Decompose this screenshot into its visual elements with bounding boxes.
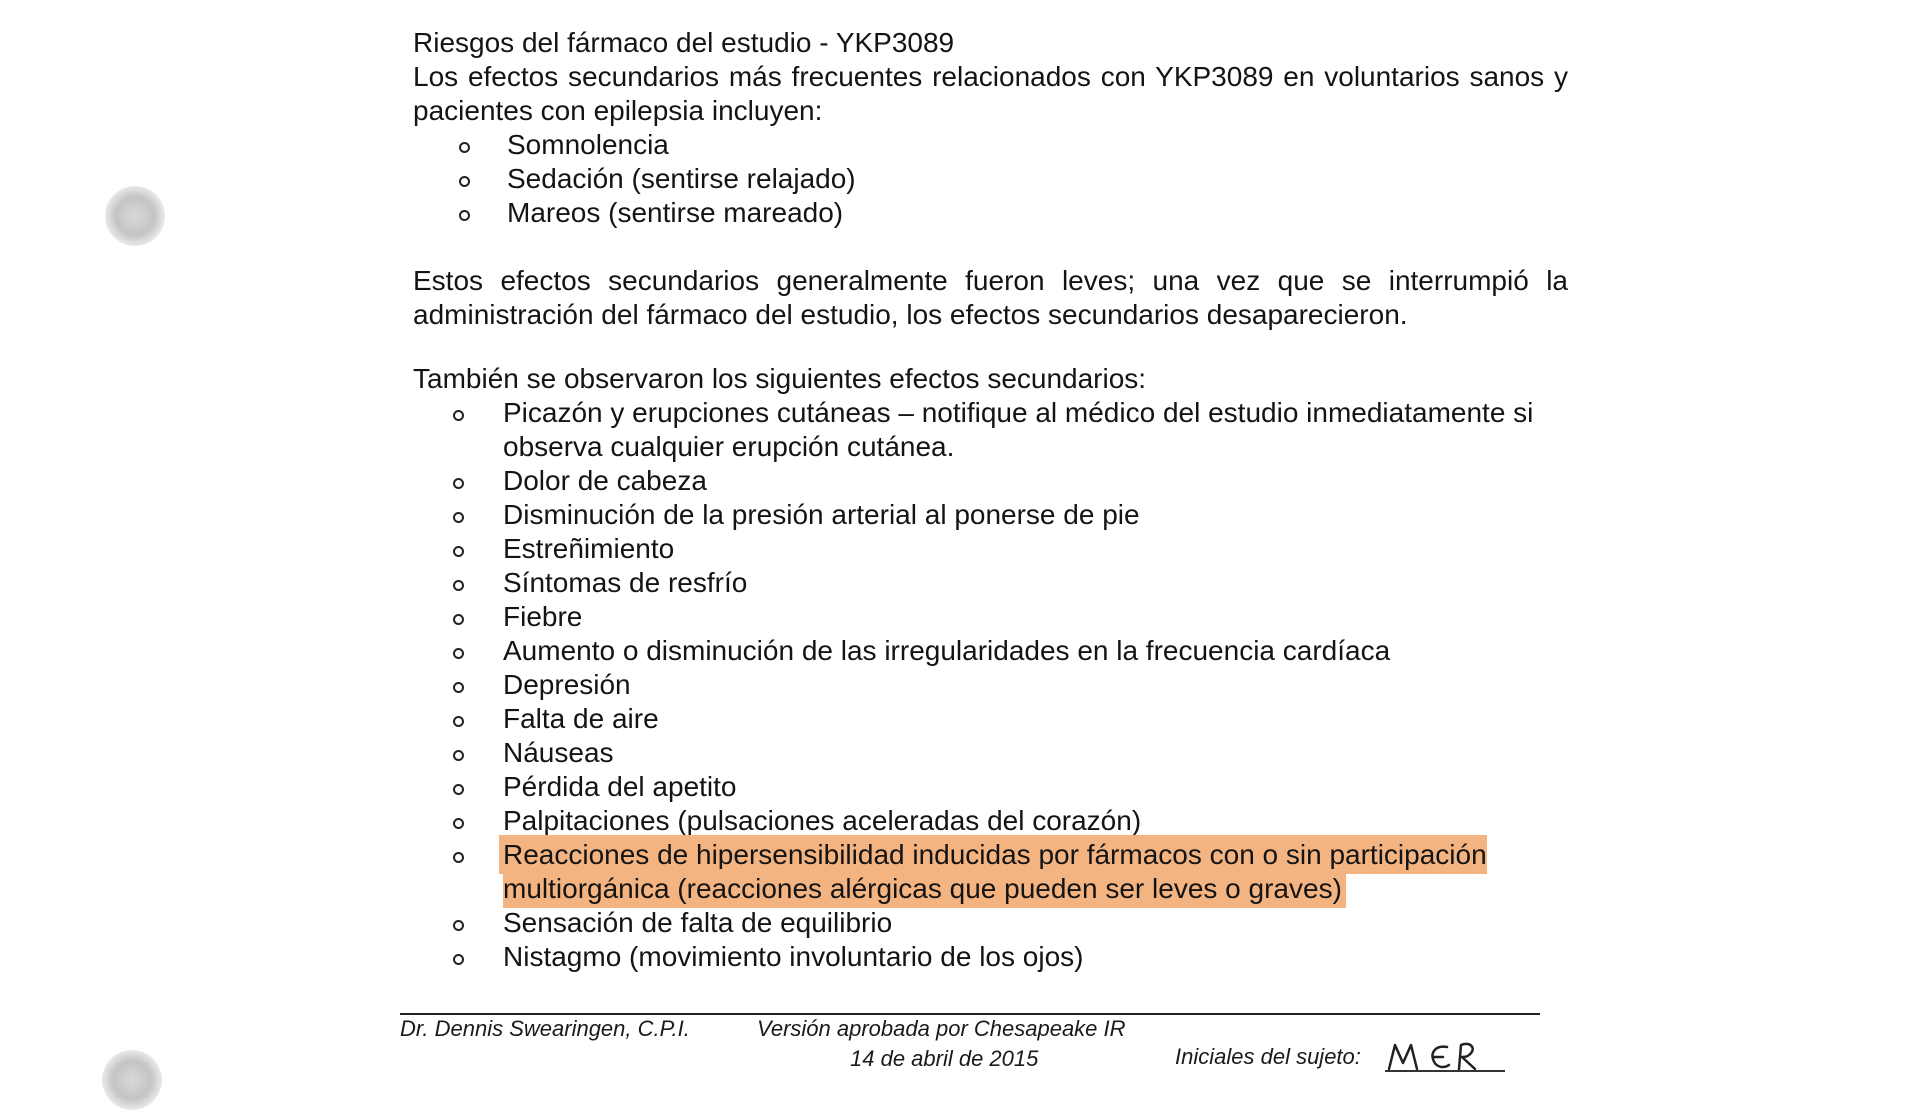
punch-hole-mark bbox=[105, 186, 165, 246]
list-item: Sensación de falta de equilibrio bbox=[413, 906, 1568, 940]
bullet-icon bbox=[453, 614, 464, 625]
bullet-icon bbox=[453, 750, 464, 761]
list-item: Aumento o disminución de las irregularidades en la frecuencia cardíaca bbox=[413, 634, 1568, 668]
bullet-icon bbox=[459, 142, 470, 153]
list-item: Estreñimiento bbox=[413, 532, 1568, 566]
list-item: Depresión bbox=[413, 668, 1568, 702]
note-paragraph: Estos efectos secundarios generalmente fueron leves; una vez que se interrumpió la administración del fármaco del estudio, los efectos secundarios desaparecieron. bbox=[413, 265, 1568, 330]
list-item: Picazón y erupciones cutáneas – notifique al médico del estudio inmediatamente si observa cualquier erupción cutánea. bbox=[413, 396, 1568, 464]
bullet-icon bbox=[453, 784, 464, 795]
footer-divider bbox=[400, 1013, 1540, 1015]
list-item: Náuseas bbox=[413, 736, 1568, 770]
common-effects-list bbox=[413, 128, 1568, 230]
document-body bbox=[413, 26, 1568, 974]
intro-paragraph: Los efectos secundarios más frecuentes relacionados con YKP3089 en voluntarios sanos y pacientes con epilepsia incluyen: bbox=[413, 61, 1568, 126]
footer-date: 14 de abril de 2015 bbox=[850, 1046, 1039, 1071]
list-item: Síntomas de resfrío bbox=[413, 566, 1568, 600]
bullet-icon bbox=[453, 716, 464, 727]
list-item: Disminución de la presión arterial al ponerse de pie bbox=[413, 498, 1568, 532]
bullet-icon bbox=[453, 512, 464, 523]
list-item: Sedación (sentirse relajado) bbox=[413, 162, 1568, 196]
bullet-icon bbox=[453, 478, 464, 489]
list-item: Mareos (sentirse mareado) bbox=[413, 196, 1568, 230]
list-item: Somnolencia bbox=[413, 128, 1568, 162]
bullet-icon bbox=[459, 176, 470, 187]
bullet-icon bbox=[453, 920, 464, 931]
list-item: Falta de aire bbox=[413, 702, 1568, 736]
bullet-icon bbox=[453, 580, 464, 591]
bullet-icon bbox=[453, 682, 464, 693]
list-item: Nistagmo (movimiento involuntario de los ojos) bbox=[413, 940, 1568, 974]
bullet-icon bbox=[453, 852, 464, 863]
list-item: Fiebre bbox=[413, 600, 1568, 634]
also-intro-paragraph: También se observaron los siguientes efectos secundarios: bbox=[413, 363, 1147, 394]
footer-initials-label: Iniciales del sujeto: bbox=[1175, 1044, 1361, 1069]
bullet-icon bbox=[453, 410, 464, 421]
bullet-icon bbox=[453, 954, 464, 965]
list-item-highlighted bbox=[413, 838, 1568, 906]
footer-investigator: Dr. Dennis Swearingen, C.P.I. bbox=[400, 1016, 690, 1041]
bullet-icon bbox=[453, 818, 464, 829]
signature-line bbox=[1385, 1070, 1505, 1072]
other-effects-list bbox=[413, 396, 1568, 974]
list-item: Palpitaciones (pulsaciones aceleradas del corazón) bbox=[413, 804, 1568, 838]
list-item: Dolor de cabeza bbox=[413, 464, 1568, 498]
list-item: Pérdida del apetito bbox=[413, 770, 1568, 804]
bullet-icon bbox=[453, 546, 464, 557]
footer-version: Versión aprobada por Chesapeake IR bbox=[757, 1016, 1126, 1041]
punch-hole-mark bbox=[102, 1050, 162, 1110]
bullet-icon bbox=[459, 210, 470, 221]
section-title: Riesgos del fármaco del estudio - YKP3089 bbox=[413, 27, 955, 58]
bullet-icon bbox=[453, 648, 464, 659]
highlighted-text: Reacciones de hipersensibilidad inducidas por fármacos con o sin participación multiorgánica (reacciones alérgicas que pueden ser leves o graves) bbox=[503, 839, 1487, 904]
